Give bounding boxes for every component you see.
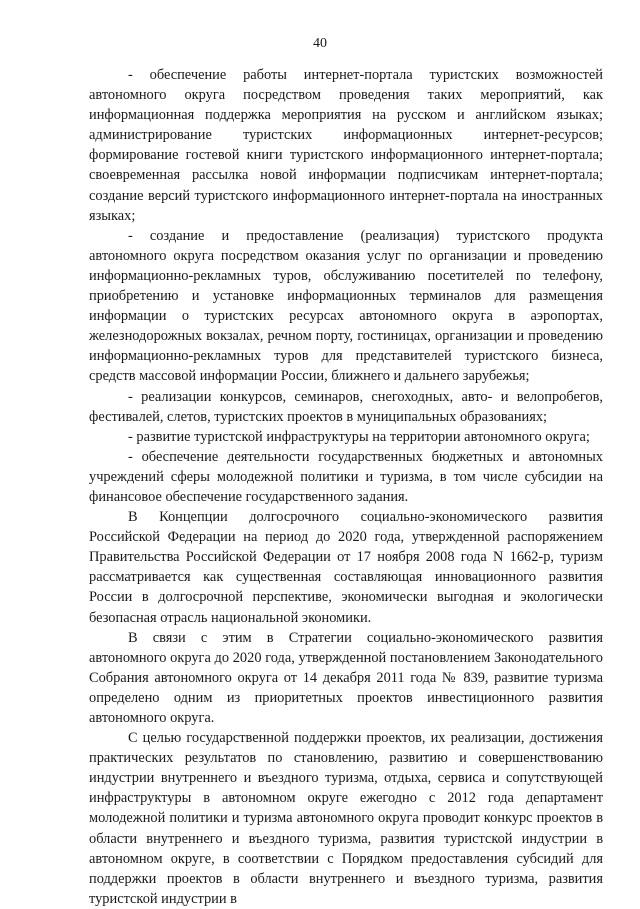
paragraph-concept: В Концепции долгосрочного социально-экономического развития Российской Федерации на период до 2020 года, утвержденной распоряжением Правительства Российской Федерации от 17 ноября 2008 года N 1662-р, туризм рассматривается как существенная составляющая инновационного развития России в долгосрочной перспективе, экономически выгодная и экологически безопасная отрасль национальной экономики. bbox=[89, 509, 603, 626]
paragraph-tourist-product: - создание и предоставление (реализация) туристского продукта автономного округа посредством оказания услуг по организации и проведению информационно-рекламных туров, обслуживанию посетителей по телефону, приобретению и установке информационных терминалов для размещения информации о туристских ресурсах автономного округа в аэропортах, железнодорожных вокзалах, речном порту, гостиницах, организации и проведению информационно-рекламных туров для представителей туристского бизнеса, средств массовой информации России, ближнего и дальнего зарубежья; bbox=[89, 227, 603, 385]
paragraph-state-support: С целью государственной поддержки проектов, их реализации, достижения практических результатов по становлению, развитию и совершенствованию индустрии внутреннего и въездного туризма, отдыха, сервиса и сопутствующей инфраструктуры в автономном округе ежегодно с 2012 года департамент молодежной политики и туризма автономного округа проводит конкурс проектов в области внутреннего и въездного туризма, развития туристской индустрии в автономном округе, в соответствии с Порядком предоставления субсидий для поддержки проектов в области внутреннего и въездного туризма, развития туристской индустрии в bbox=[89, 730, 603, 907]
paragraph-internet-portal: - обеспечение работы интернет-портала туристских возможностей автономного округа посредством проведения таких мероприятий, как информационная поддержка мероприятия на русском и английском языках; администрирование туристских информационных интернет-ресурсов; формирование гостевой книги туристского информационного интернет-портала; своевременная рассылка новой информации подписчикам интернет-портала; создание версий туристского информационного интернет-портала на иностранных языках; bbox=[89, 67, 603, 224]
paragraph-contests: - реализации конкурсов, семинаров, снегоходных, авто- и велопробегов, фестивалей, слетов, туристских проектов в муниципальных образованиях; bbox=[89, 388, 603, 425]
paragraph-strategy: В связи с этим в Стратегии социально-экономического развития автономного округа до 2020 года, утвержденной постановлением Законодательного Собрания автономного округа от 14 декабря 2011 года № 839, развитие туризма определено одним из приоритетных проектов инвестиционного развития автономного округа. bbox=[89, 629, 603, 726]
page-number: 40 bbox=[313, 36, 327, 51]
document-body bbox=[89, 65, 603, 909]
paragraph-infrastructure: - развитие туристской инфраструктуры на территории автономного округа; bbox=[128, 428, 590, 445]
paragraph-institutions: - обеспечение деятельности государственных бюджетных и автономных учреждений сферы молодежной политики и туризма, в том числе субсидии на финансовое обеспечение государственного задания. bbox=[89, 448, 603, 505]
